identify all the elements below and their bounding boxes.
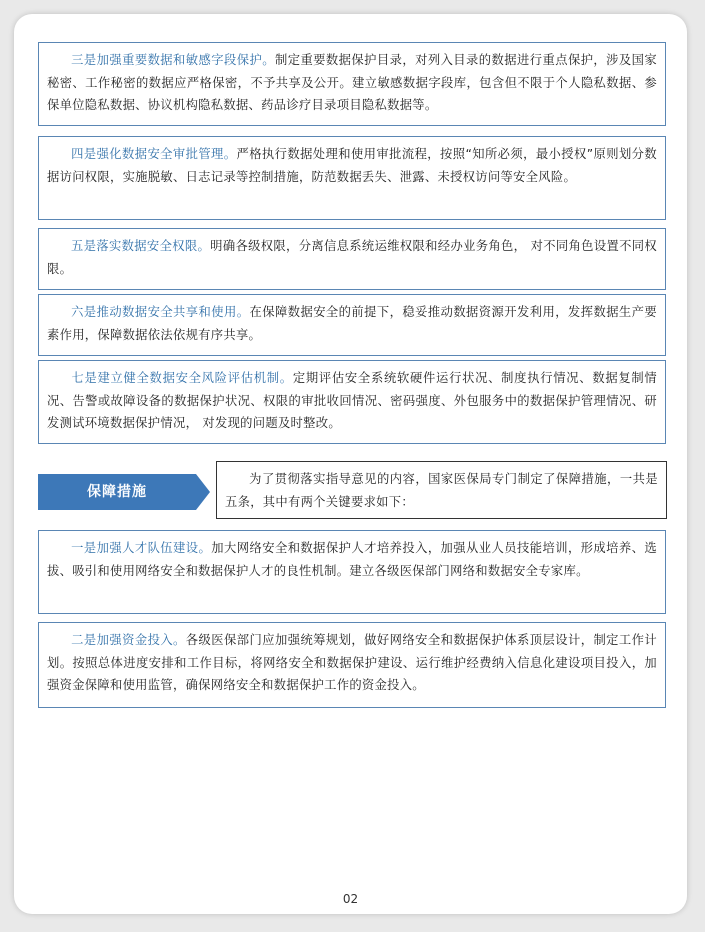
- item-body: 在保障数据安全的前提下，稳妥推动数据资源开发利用，发挥数据生产要素作用，保障数据依法依规有序共享。: [47, 305, 658, 342]
- section-tag: [38, 474, 210, 510]
- item-lead: 四是强化数据安全审批管理。: [71, 147, 237, 161]
- item-body: 定期评估安全系统软硬件运行状况、制度执行情况、数据复制情况、告警或故障设备的数据保护状况、权限的审批收回情况、密码强度、外包服务中的数据保护管理情况、研发测试环境数据保护情况， 对发现的问题及时整改。: [47, 371, 658, 430]
- item-lead: 六是推动数据安全共享和使用。: [71, 305, 250, 319]
- item-body: 各级医保部门应加强统筹规划，做好网络安全和数据保护体系顶层设计，制定工作计划。按照总体进度安排和工作目标，将网络安全和数据保护建设、运行维护经费纳入信息化建设项目投入，加强资金保障和使用监管，确保网络安全和数据保护工作的资金投入。: [47, 633, 657, 692]
- section-intro-text: 为了贯彻落实指导意见的内容，国家医保局专门制定了保障措施，一共是五条，其中有两个关键要求如下：: [225, 472, 658, 509]
- item-lead: 一是加强人才队伍建设。: [71, 541, 212, 555]
- item-lead: 二是加强资金投入。: [71, 633, 186, 647]
- item-lead: 五是落实数据安全权限。: [71, 239, 211, 253]
- item-body: 加大网络安全和数据保护人才培养投入，加强从业人员技能培训，形成培养、选拔、吸引和使用网络安全和数据保护人才的良性机制。建立各级医保部门网络和数据安全专家库。: [47, 541, 657, 578]
- item-lead: 七是建立健全数据安全风险评估机制。: [71, 371, 293, 385]
- item-lead: 三是加强重要数据和敏感字段保护。: [71, 53, 275, 67]
- item-body: 制定重要数据保护目录，对列入目录的数据进行重点保护，涉及国家秘密、工作秘密的数据应严格保密，不予共享及公开。建立敏感数据字段库，包含但不限于个人隐私数据、参保单位隐私数据、协议机构隐私数据、药品诊疗目录项目隐私数据等。: [47, 53, 657, 112]
- measure-box-1: [38, 530, 666, 614]
- item-box-6: [38, 294, 666, 356]
- page-number: 02: [342, 892, 359, 906]
- section-intro: [216, 461, 667, 519]
- item-box-3: [38, 42, 666, 126]
- document-page: [14, 14, 687, 914]
- item-box-4: [38, 136, 666, 220]
- item-box-7: [38, 360, 666, 444]
- section-tag-label: 保障措施: [87, 484, 147, 500]
- item-box-5: [38, 228, 666, 290]
- measure-box-2: [38, 622, 666, 708]
- item-body: 严格执行数据处理和使用审批流程，按照“知所必须，最小授权”原则划分数据访问权限，实施脱敏、日志记录等控制措施，防范数据丢失、泄露、未授权访问等安全风险。: [47, 147, 657, 184]
- item-body: 明确各级权限，分离信息系统运维权限和经办业务角色， 对不同角色设置不同权限。: [47, 239, 657, 276]
